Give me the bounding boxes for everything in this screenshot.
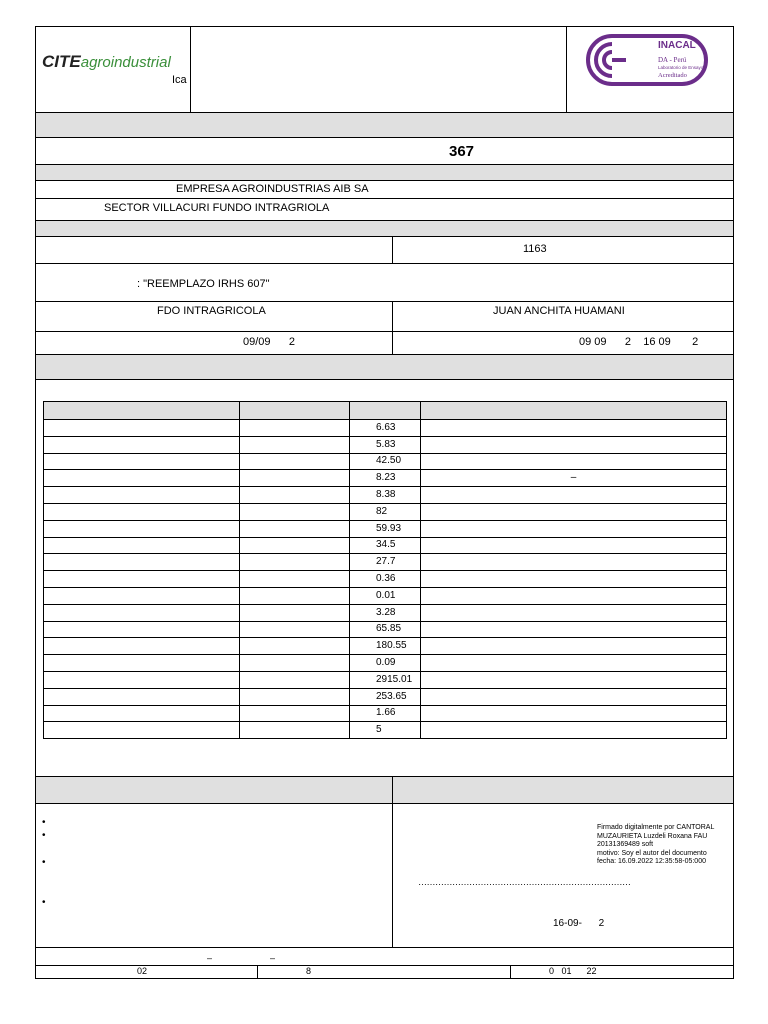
cell-parameter bbox=[44, 671, 240, 688]
cell-parameter bbox=[44, 604, 240, 621]
section-band-title bbox=[35, 112, 734, 138]
signature-line: motivo: Soy el autor del documento bbox=[597, 849, 707, 857]
cell-parameter bbox=[44, 688, 240, 705]
table-row bbox=[44, 722, 727, 739]
client-address: SECTOR VILLACURI FUNDO INTRAGRIOLA bbox=[104, 202, 330, 214]
cell-parameter bbox=[44, 537, 240, 554]
signature-dotted-line: ………………………………………………………………… bbox=[418, 877, 631, 887]
cell-parameter bbox=[44, 554, 240, 571]
cell-method bbox=[421, 436, 727, 453]
table-row bbox=[44, 537, 727, 554]
header-cell-parameter bbox=[44, 402, 240, 420]
signature-line: fecha: 16.09.2022 12:35:58-05:000 bbox=[597, 858, 706, 865]
note-bullet: • bbox=[42, 897, 46, 908]
cell-parameter bbox=[44, 655, 240, 672]
cell-unit bbox=[240, 420, 350, 437]
header-cell-result bbox=[350, 402, 421, 420]
cell-unit bbox=[240, 520, 350, 537]
client-company: EMPRESA AGROINDUSTRIAS AIB SA bbox=[176, 183, 369, 195]
cell-unit bbox=[240, 705, 350, 722]
cell-parameter bbox=[44, 705, 240, 722]
cell-result: 0.09 bbox=[350, 655, 421, 672]
inacal-logo-graphic bbox=[572, 32, 726, 90]
table-row bbox=[44, 571, 727, 588]
cell-method bbox=[421, 638, 727, 655]
cell-method bbox=[421, 453, 727, 470]
sample-description: : "REEMPLAZO IRHS 607" bbox=[137, 278, 270, 290]
cell-unit bbox=[240, 722, 350, 739]
cell-parameter bbox=[44, 722, 240, 739]
sample-sampled-by: JUAN ANCHITA HUAMANI bbox=[493, 305, 625, 317]
footer-cell-3: 0 01 22 bbox=[549, 966, 597, 976]
cell-result: 180.55 bbox=[350, 638, 421, 655]
footer-divider bbox=[257, 965, 258, 979]
signature-line: 20131369489 soft bbox=[597, 841, 654, 848]
row-line bbox=[35, 263, 734, 264]
header-divider-right bbox=[566, 26, 567, 113]
header-cell-unit bbox=[240, 402, 350, 420]
cell-unit bbox=[240, 436, 350, 453]
table-row bbox=[44, 705, 727, 722]
cell-unit bbox=[240, 537, 350, 554]
cell-method bbox=[421, 520, 727, 537]
inacal-line1: DA - Perú bbox=[658, 56, 687, 64]
cell-parameter bbox=[44, 487, 240, 504]
row-line bbox=[35, 198, 734, 199]
signature-date: 16-09- 2 bbox=[553, 918, 605, 929]
footer-dash: – bbox=[270, 953, 276, 963]
cell-parameter bbox=[44, 420, 240, 437]
header-divider-left bbox=[190, 26, 191, 113]
cell-result: 5 bbox=[350, 722, 421, 739]
section-band-notes bbox=[35, 776, 734, 804]
results-table bbox=[43, 401, 727, 739]
report-number: 367 bbox=[449, 143, 475, 160]
cell-parameter bbox=[44, 453, 240, 470]
cell-unit bbox=[240, 554, 350, 571]
digital-signature bbox=[597, 824, 714, 867]
cell-result: 253.65 bbox=[350, 688, 421, 705]
cell-method bbox=[421, 420, 727, 437]
cite-logo-location: Ica bbox=[172, 74, 187, 86]
cell-result: 34.5 bbox=[350, 537, 421, 554]
cell-parameter bbox=[44, 436, 240, 453]
table-row bbox=[44, 688, 727, 705]
table-row bbox=[44, 420, 727, 437]
table-row bbox=[44, 503, 727, 520]
cell-result: 27.7 bbox=[350, 554, 421, 571]
cite-logo-cite: CITE bbox=[42, 52, 81, 71]
row-line bbox=[35, 947, 734, 948]
cell-result: 42.50 bbox=[350, 453, 421, 470]
cell-unit bbox=[240, 487, 350, 504]
cell-unit bbox=[240, 571, 350, 588]
cell-method bbox=[421, 722, 727, 739]
cell-unit bbox=[240, 655, 350, 672]
sample-code: 1163 bbox=[523, 243, 547, 255]
cell-result: 0.36 bbox=[350, 571, 421, 588]
row-line bbox=[35, 331, 734, 332]
cell-result: 0.01 bbox=[350, 587, 421, 604]
footer-cell-1: 02 bbox=[137, 966, 148, 976]
cell-result: 65.85 bbox=[350, 621, 421, 638]
cell-unit bbox=[240, 604, 350, 621]
section-band-results bbox=[35, 354, 734, 380]
table-row bbox=[44, 554, 727, 571]
table-row bbox=[44, 520, 727, 537]
cell-unit bbox=[240, 587, 350, 604]
cell-unit bbox=[240, 671, 350, 688]
inacal-logo bbox=[572, 32, 726, 90]
cell-parameter bbox=[44, 503, 240, 520]
date-sampling: 09/09 2 bbox=[243, 336, 295, 348]
cell-unit bbox=[240, 453, 350, 470]
cell-result: 8.38 bbox=[350, 487, 421, 504]
cell-method bbox=[421, 587, 727, 604]
date-analysis: 09 09 2 16 09 2 bbox=[579, 336, 699, 348]
cell-method bbox=[421, 487, 727, 504]
table-row bbox=[44, 470, 727, 487]
cite-logo bbox=[42, 52, 171, 72]
cell-method bbox=[421, 503, 727, 520]
cell-method bbox=[421, 621, 727, 638]
inacal-line3: Acreditado bbox=[658, 72, 687, 79]
cell-result: 8.23 bbox=[350, 470, 421, 487]
cell-method bbox=[421, 571, 727, 588]
footer-divider bbox=[510, 965, 511, 979]
signature-line: MUZAURIETA Luzdeli Roxana FAU bbox=[597, 832, 708, 840]
footer-dash: – bbox=[207, 953, 213, 963]
signature-line: Firmado digitalmente por CANTORAL bbox=[597, 824, 715, 831]
table-row bbox=[44, 638, 727, 655]
table-row bbox=[44, 487, 727, 504]
cell-unit bbox=[240, 638, 350, 655]
cell-unit bbox=[240, 621, 350, 638]
cell-method: – bbox=[421, 470, 727, 487]
cell-parameter bbox=[44, 520, 240, 537]
section-band-sample bbox=[35, 220, 734, 237]
cell-result: 59.93 bbox=[350, 520, 421, 537]
row-line bbox=[35, 301, 734, 302]
section-band-client bbox=[35, 164, 734, 181]
cell-parameter bbox=[44, 571, 240, 588]
cell-unit bbox=[240, 503, 350, 520]
cell-result: 5.83 bbox=[350, 436, 421, 453]
cell-method bbox=[421, 655, 727, 672]
cell-parameter bbox=[44, 621, 240, 638]
cell-method bbox=[421, 554, 727, 571]
inacal-line2: Laboratorio de Ensayo bbox=[658, 65, 704, 70]
cell-result: 82 bbox=[350, 503, 421, 520]
cite-logo-agro: agroindustrial bbox=[80, 54, 171, 71]
cell-result: 1.66 bbox=[350, 705, 421, 722]
cell-method bbox=[421, 705, 727, 722]
cell-unit bbox=[240, 688, 350, 705]
results-header-row bbox=[44, 402, 727, 420]
note-bullet: • bbox=[42, 857, 46, 868]
footer-cell-2: 8 bbox=[306, 966, 312, 976]
table-row bbox=[44, 621, 727, 638]
cell-method bbox=[421, 688, 727, 705]
cell-parameter bbox=[44, 470, 240, 487]
note-bullet: • bbox=[42, 817, 46, 828]
cell-parameter bbox=[44, 587, 240, 604]
table-row bbox=[44, 587, 727, 604]
note-bullet: • bbox=[42, 830, 46, 841]
cell-parameter bbox=[44, 638, 240, 655]
table-row bbox=[44, 453, 727, 470]
cell-result: 2915.01 bbox=[350, 671, 421, 688]
table-row bbox=[44, 671, 727, 688]
inacal-name: INACAL bbox=[658, 40, 696, 51]
sample-divider bbox=[392, 301, 393, 354]
table-row bbox=[44, 436, 727, 453]
cell-method bbox=[421, 537, 727, 554]
header-cell-method bbox=[421, 402, 727, 420]
table-row bbox=[44, 604, 727, 621]
cell-method bbox=[421, 604, 727, 621]
cell-method bbox=[421, 671, 727, 688]
cell-result: 6.63 bbox=[350, 420, 421, 437]
sample-place: FDO INTRAGRICOLA bbox=[157, 305, 266, 317]
cell-result: 3.28 bbox=[350, 604, 421, 621]
notes-divider bbox=[392, 776, 393, 948]
cell-unit bbox=[240, 470, 350, 487]
table-row bbox=[44, 655, 727, 672]
sample-divider bbox=[392, 237, 393, 264]
